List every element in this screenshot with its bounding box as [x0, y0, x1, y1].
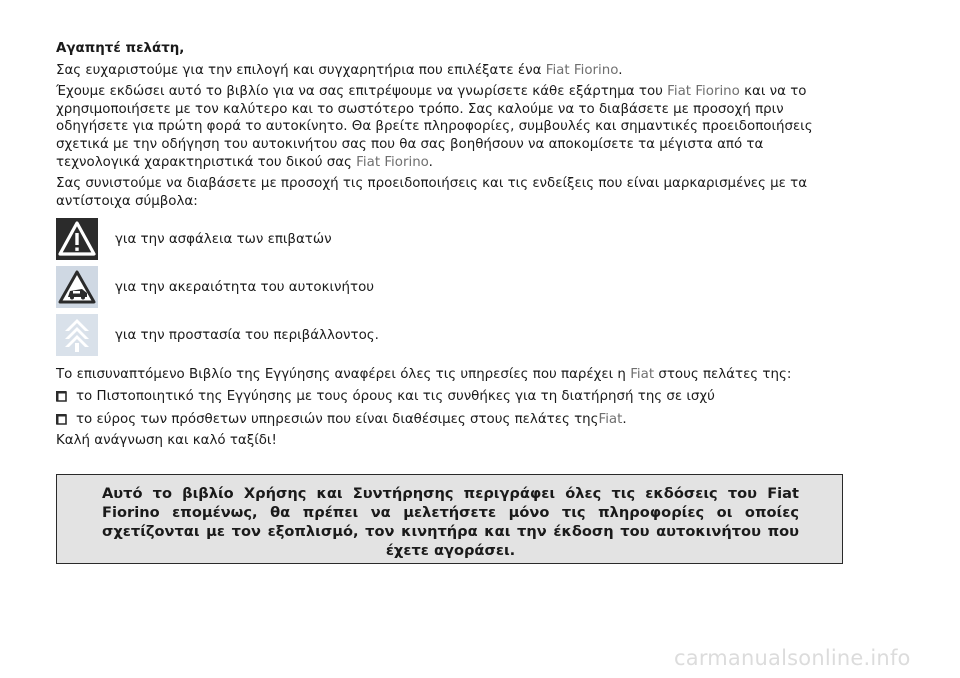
checkbox-bullet-icon: [56, 414, 67, 425]
brand-name: Fiat Fiorino: [667, 84, 740, 100]
car-warning-icon: [56, 266, 98, 308]
note-line: Αυτό το βιβλίο Χρήσης και Συντήρησης περιγράφει όλες τις εκδόσεις του Fiat: [102, 485, 799, 502]
page-content: [56, 40, 848, 450]
note-line: Fiorino επομένως, θα πρέπει να μελετήσετε μόνο τις πληροφορίες οι οποίες: [102, 504, 799, 521]
symbol-label: για την ασφάλεια των επιβατών: [115, 231, 332, 247]
warning-triangle-icon: [56, 218, 98, 260]
list-item: το εύρος των πρόσθετων υπηρεσιών που είναι διαθέσιμες στους πελάτες της Fiat .: [56, 410, 848, 430]
note-line: σχετίζονται με τον εξοπλισμό, τον κινητήρα και την έκδοση του αυτοκινήτου που: [102, 523, 799, 540]
list-item: το Πιστοποιητικό της Εγγύησης με τους όρους και τις συνθήκες για τη διατήρησή της σε ισχύ: [56, 387, 848, 407]
greeting: Αγαπητέ πελάτη,: [56, 41, 185, 56]
brand-name: Fiat Fiorino: [545, 62, 619, 78]
symbol-item-vehicle: [56, 266, 848, 308]
bullet-list: [56, 387, 848, 430]
environment-tree-icon: [56, 314, 98, 356]
watermark: carmanualsonline.info: [674, 646, 911, 670]
brand-name: Fiat: [598, 412, 623, 428]
symbols-intro-paragraph: Σας συνιστούμε να διαβάσετε με προσοχή τις προειδοποιήσεις και τις ενδείξεις που είναι μαρκαρισμένες με τα αντίστοιχα σύμβολα:: [56, 176, 808, 209]
symbol-label: για την ακεραιότητα του αυτοκινήτου: [115, 279, 375, 295]
brand-name: Fiat: [630, 367, 655, 383]
warranty-paragraph: Το επισυναπτόμενο Βιβλίο της Εγγύησης αναφέρει όλες τις υπηρεσίες που παρέχει η Fiat στους πελάτες της:: [56, 367, 792, 383]
edition-note-box: [56, 474, 843, 564]
symbol-list: [56, 218, 848, 356]
note-line: έχετε αγοράσει.: [385, 542, 516, 559]
intro-paragraph: Σας ευχαριστούμε για την επιλογή και συγχαρητήρια που επιλέξατε ένα Fiat Fiorino.: [56, 62, 623, 78]
symbol-item-safety: [56, 218, 848, 260]
book-purpose-paragraph: Έχουμε εκδώσει αυτό το βιβλίο για να σας επιτρέψουμε να γνωρίσετε κάθε εξάρτημα του Fiat Fiorino και να το χρησιμοποιήσετε με τον καλύτερο και το σωστότερο τρόπο. Σας καλούμε να το διαβάσετε με προσοχή πριν οδηγήσετε για πρώτη φορά το αυτοκίνητο. Θα βρείτε πληροφορίες, συμβουλές και σημαντικές προειδοποιήσεις σχετικά με την οδήγηση του αυτοκινήτου σας που θα σας βοηθήσουν να αποκομίσετε τα μέγιστα από τα τεχνολογικά χαρακτηριστικά του δικού σας Fiat Fiorino.: [56, 84, 813, 170]
closing-line: Καλή ανάγνωση και καλό ταξίδι!: [56, 432, 277, 448]
checkbox-bullet-icon: [56, 391, 67, 402]
brand-name: Fiat Fiorino: [356, 154, 429, 170]
symbol-label: για την προστασία του περιβάλλοντος.: [115, 327, 379, 343]
symbol-item-environment: [56, 314, 848, 356]
